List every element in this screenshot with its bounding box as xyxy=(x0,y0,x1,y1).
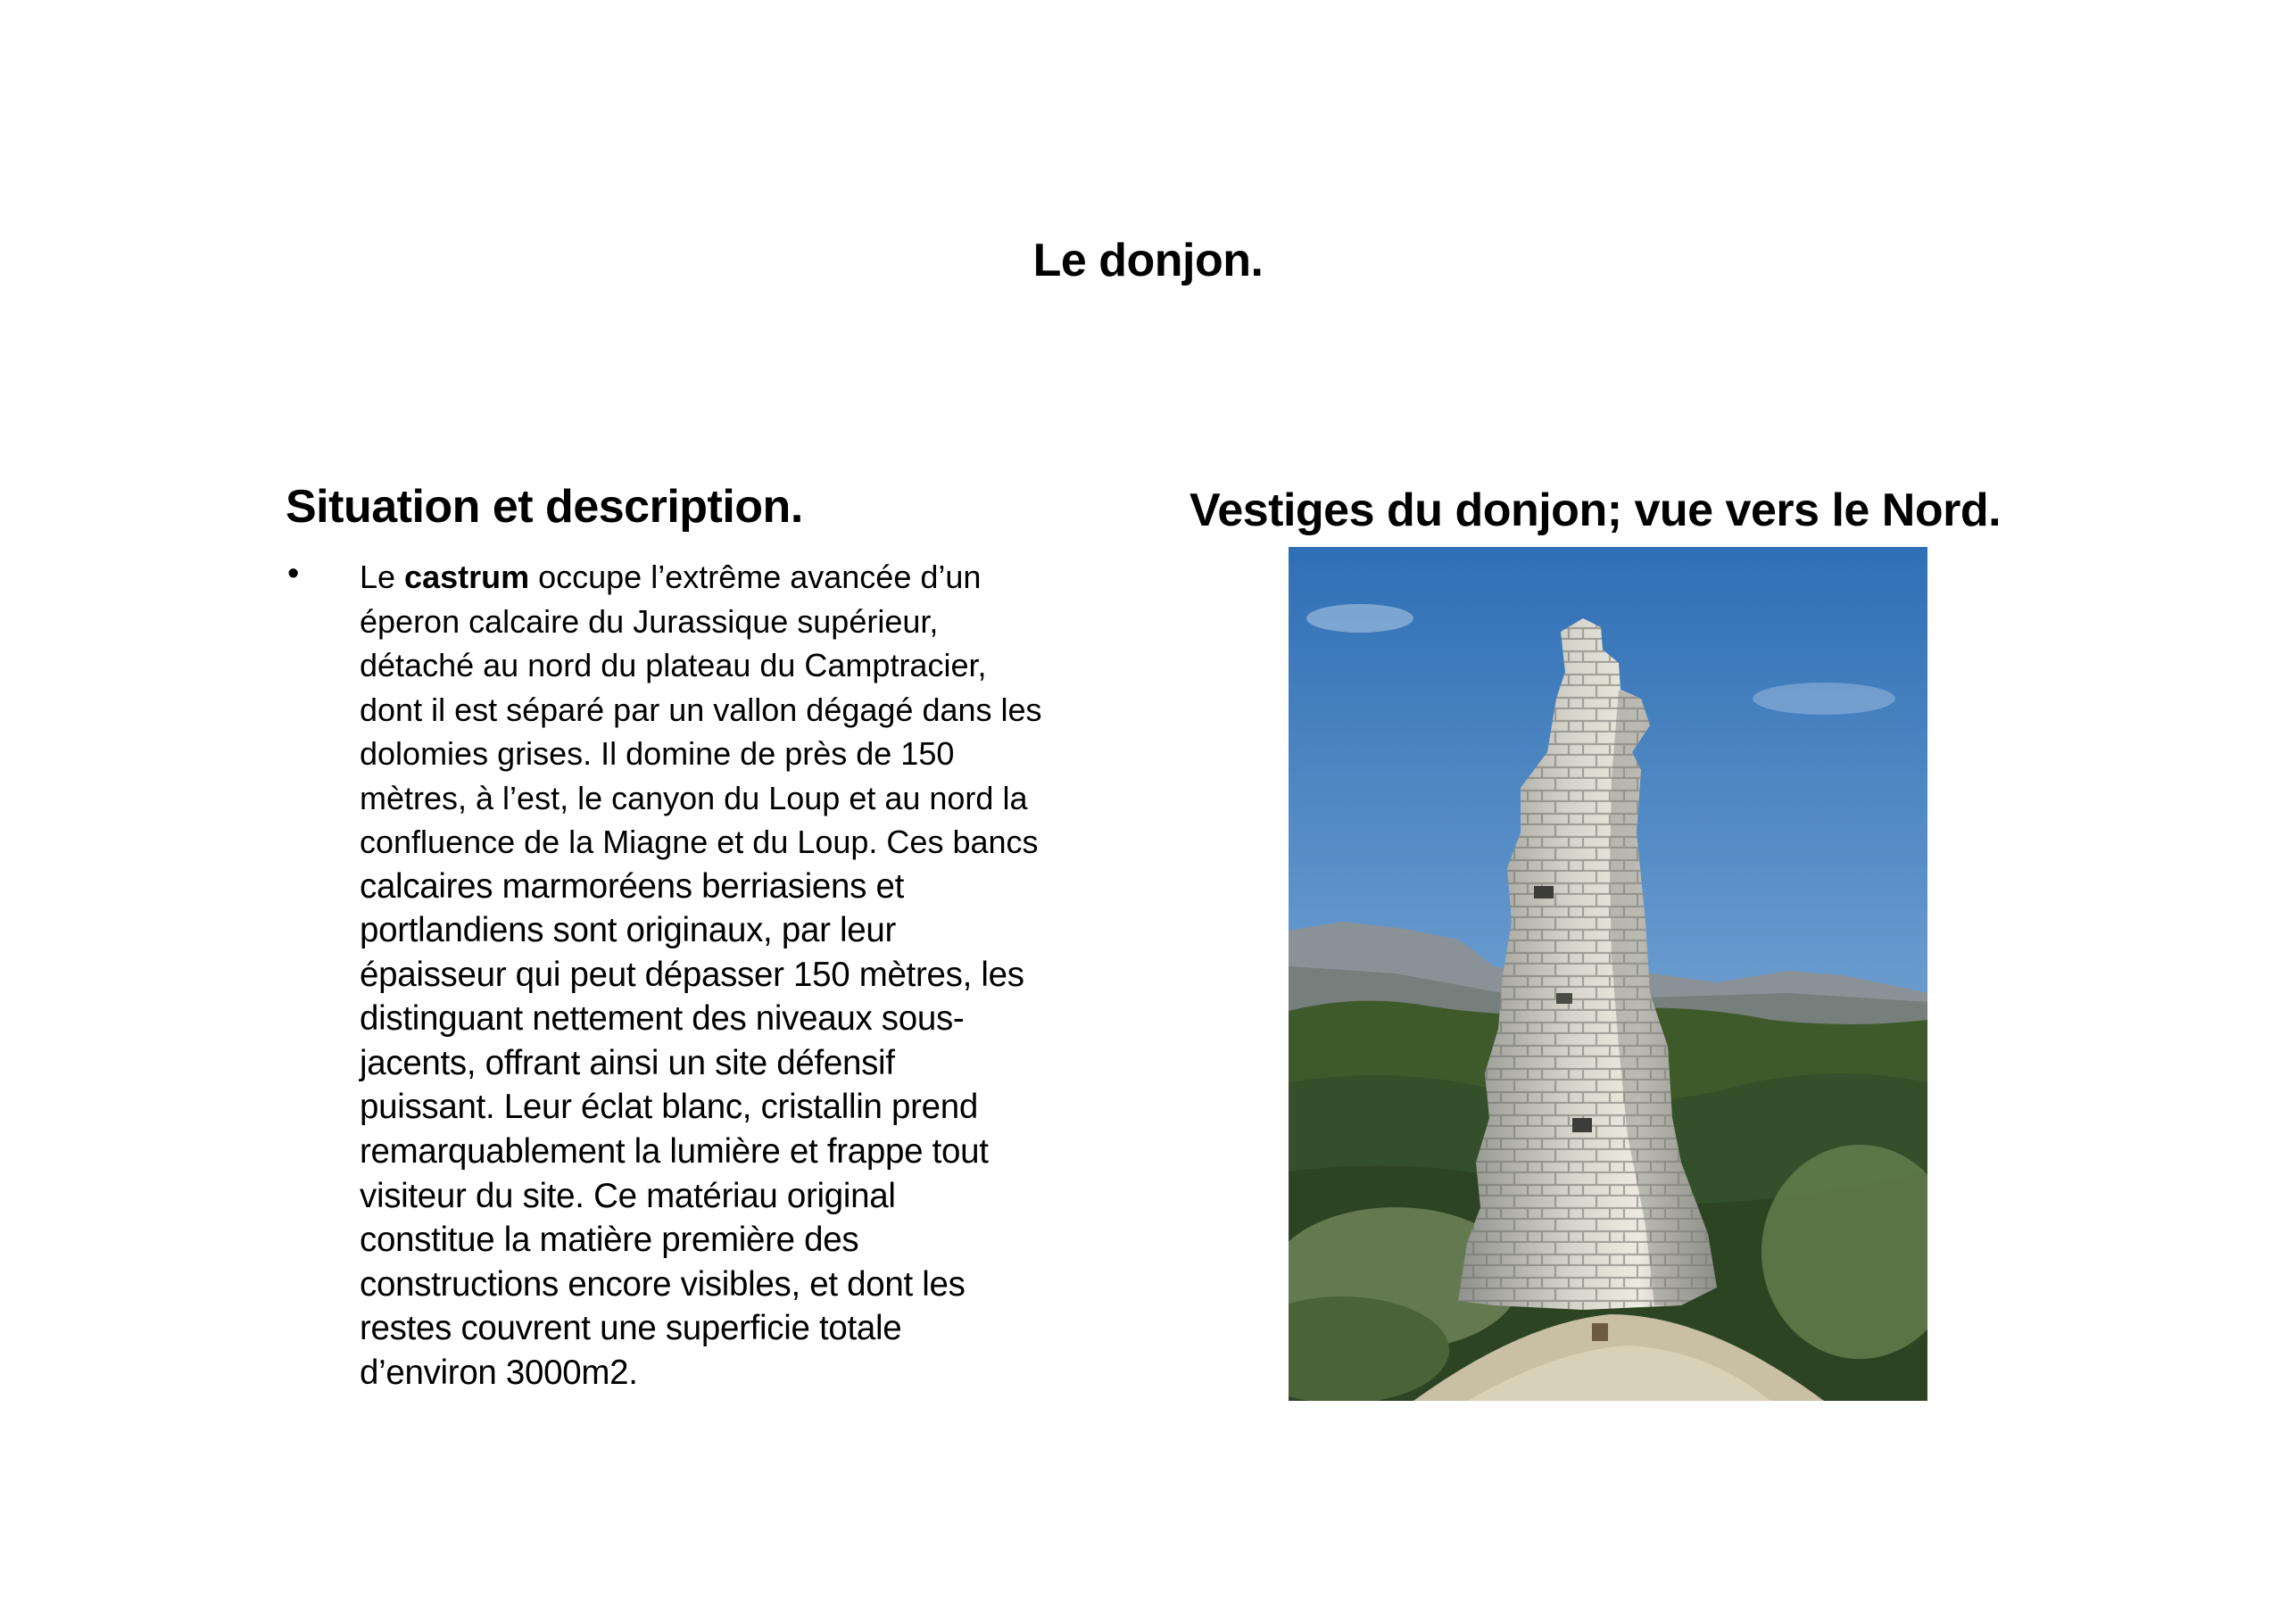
text-line: puissant. Leur éclat blanc, cristallin prend xyxy=(360,1088,979,1127)
text-line: mètres, à l’est, le canyon du Loup et au nord la xyxy=(360,779,1028,816)
text-line: portlandiens sont originaux, par leur xyxy=(360,911,896,950)
emphasis-castrum: castrum xyxy=(404,559,530,595)
text-line: constitue la matière première des xyxy=(360,1221,859,1260)
ruined-tower-photo xyxy=(1289,547,1927,1401)
text-line: jacents, offrant ainsi un site défensif xyxy=(360,1043,895,1082)
text-line xyxy=(360,555,1127,600)
text-line: constructions encore visibles, et dont les xyxy=(360,1264,966,1304)
text-line: restes couvrent une superficie totale xyxy=(360,1309,902,1348)
text-line: visiteur du site. Ce matériau original xyxy=(360,1176,896,1215)
tower-illustration xyxy=(1289,547,1927,1401)
section-heading-situation: Situation et description. xyxy=(286,481,803,533)
page-title: Le donjon. xyxy=(1032,235,1264,286)
text-line: dont il est séparé par un vallon dégagé dans les xyxy=(360,691,1042,728)
description-paragraph xyxy=(360,555,1127,1395)
text-line: distinguant nettement des niveaux sous- xyxy=(360,999,965,1039)
text-line: éperon calcaire du Jurassique supérieur, xyxy=(360,602,939,640)
text-line: confluence de la Miagne et du Loup. Ces bancs xyxy=(360,824,1039,860)
text-line: dolomies grises. Il domine de près de 150 xyxy=(360,735,955,772)
text-line: détaché au nord du plateau du Camptracier, xyxy=(360,647,987,683)
photo-caption-heading: Vestiges du donjon; vue vers le Nord. xyxy=(1189,484,2002,536)
text-fragment: Le xyxy=(360,559,405,595)
text-line: d’environ 3000m2. xyxy=(360,1354,638,1393)
text-line: calcaires marmoréens berriasiens et xyxy=(360,866,905,906)
text-line: épaisseur qui peut dépasser 150 mètres, les xyxy=(360,955,1024,994)
text-line: remarquablement la lumière et frappe tout xyxy=(360,1132,989,1172)
bullet-icon: • xyxy=(287,555,300,592)
text-fragment: occupe l’extrême avancée d’un xyxy=(529,559,982,595)
